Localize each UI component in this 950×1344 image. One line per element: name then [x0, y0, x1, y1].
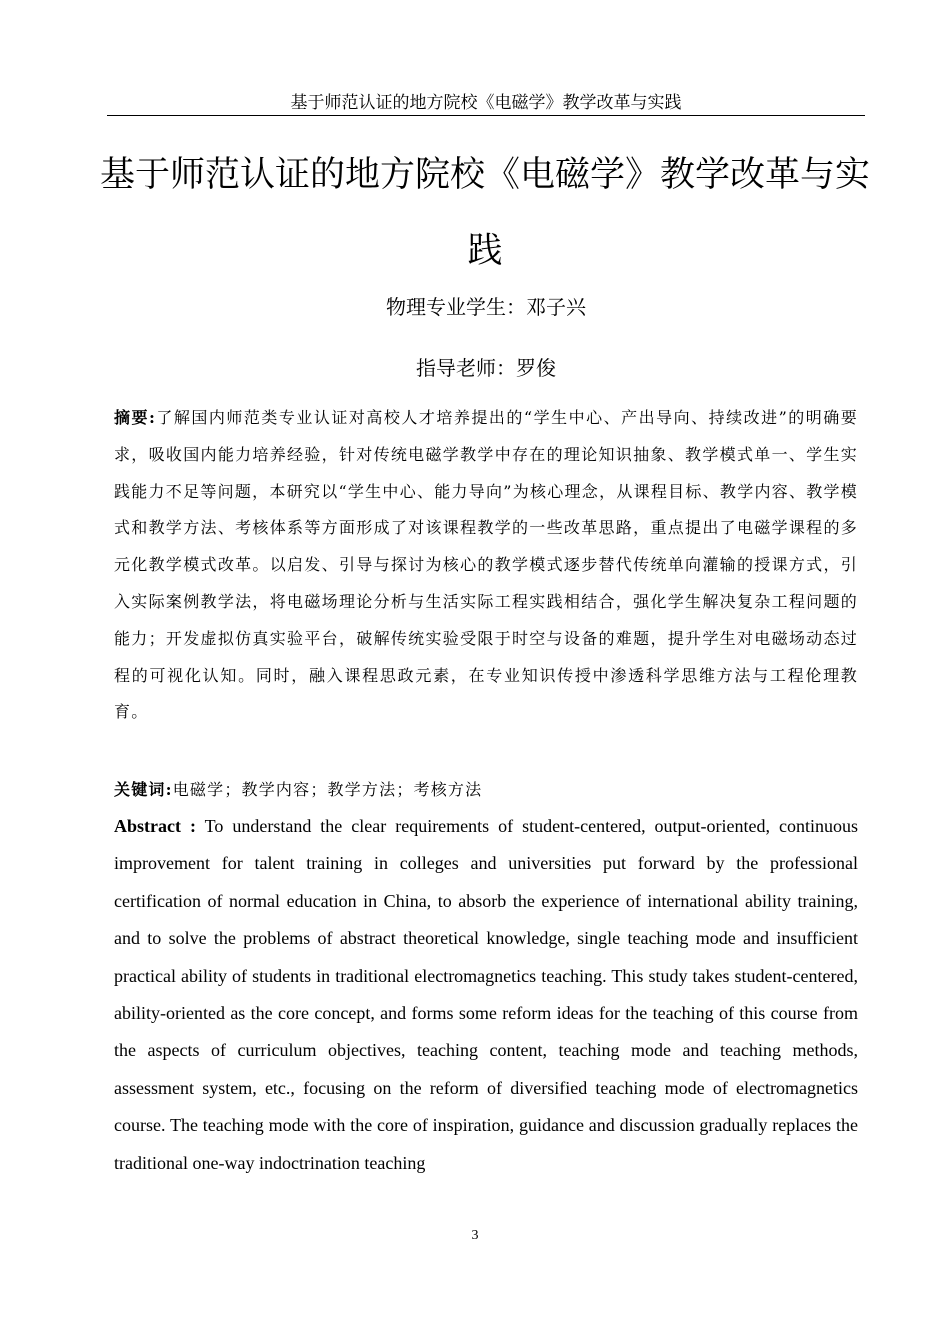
abstract-en	[114, 808, 858, 1182]
advisor-line: 指导老师：罗俊	[416, 356, 556, 380]
abstract-cn-label: 摘要:	[114, 408, 157, 427]
page-number: 3	[471, 1228, 479, 1243]
abstract-en-text: To understand the clear requirements of student-centered, output-oriented, continuous improvement for talent training in colleges and universities put forward by the professional certification of normal education in China, to absorb the experience of international ability training, and to solve the problems of abstract theoretical knowledge, single teaching mode and insufficient practical ability of students in traditional electromagnetics teaching. This study takes student-centered, ability-oriented as the core concept, and forms some reform ideas for the teaching of this course from the aspects of curriculum objectives, teaching content, teaching mode and teaching methods, assessment system, etc., focusing on the reform of diversified teaching mode of electromagnetics course. The teaching mode with the core of inspiration, guidance and discussion gradually replaces the traditional one-way indoctrination teaching	[114, 816, 858, 1173]
paper-title: 基于师范认证的地方院校《电磁学》教学改革与实践	[99, 155, 870, 271]
header-rule	[107, 115, 865, 116]
running-header: 基于师范认证的地方院校《电磁学》教学改革与实践	[290, 93, 682, 112]
author-line: 物理专业学生：邓子兴	[386, 295, 586, 319]
keywords-cn-text: 电磁学；教学内容；教学方法；考核方法	[172, 780, 483, 799]
keywords-cn-label: 关键词:	[114, 780, 173, 799]
abstract-cn	[114, 400, 858, 731]
keywords-cn	[114, 772, 858, 809]
abstract-en-label: Abstract :	[114, 816, 196, 836]
abstract-cn-text: 了解国内师范类专业认证对高校人才培养提出的“学生中心、产出导向、持续改进”的明确要求，吸收国内能力培养经验，针对传统电磁学教学中存在的理论知识抽象、教学模式单一、学生实践能力不足等问题，本研究以“学生中心、能力导向”为核心理念，从课程目标、教学内容、教学模式和教学方法、考核体系等方面形成了对该课程教学的一些改革思路，重点提出了电磁学课程的多元化教学模式改革。以启发、引导与探讨为核心的教学模式逐步替代传统单向灌输的授课方式，引入实际案例教学法，将电磁场理论分析与生活实际工程实践相结合，强化学生解决复杂工程问题的能力；开发虚拟仿真实验平台，破解传统实验受限于时空与设备的难题，提升学生对电磁场动态过程的可视化认知。同时，融入课程思政元素，在专业知识传授中渗透科学思维方法与工程伦理教育。	[114, 408, 858, 722]
